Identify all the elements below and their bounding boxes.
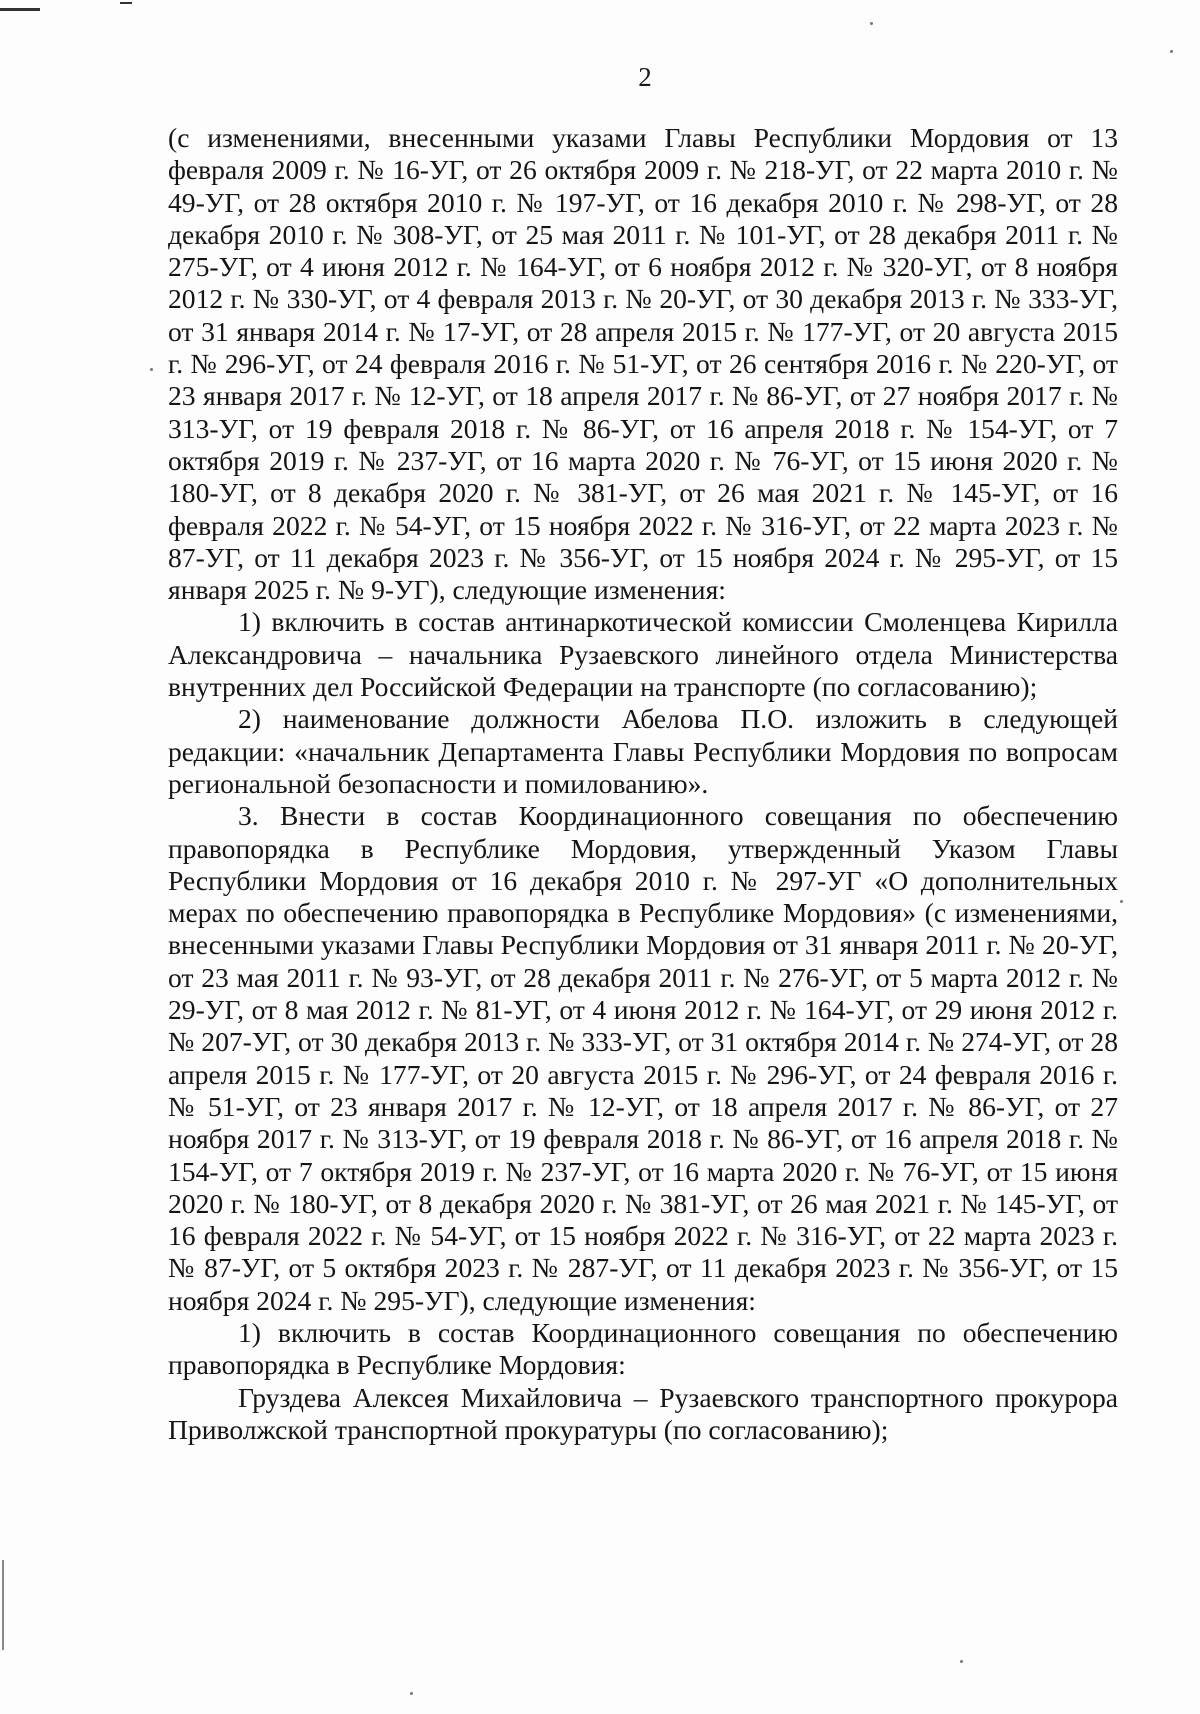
scan-speck [1120, 900, 1123, 903]
scan-artifact [0, 8, 40, 11]
scan-artifact [120, 2, 132, 4]
paragraph-member-gruzdev: Груздева Алексея Михайловича – Рузаевского транспортного прокурора Приволжской транспортной прокуратуры (по согласованию); [168, 1381, 1118, 1445]
page-number: 2 [638, 62, 652, 92]
scan-speck [150, 368, 153, 371]
scan-speck [410, 1692, 413, 1695]
scan-speck [1170, 50, 1173, 53]
paragraph-item-1: 1) включить в состав антинаркотической комиссии Смоленцева Кирилла Александровича – начальника Рузаевского линейного отдела Министерства внутренних дел Российской Федерации на транспорте (по согласованию); [168, 606, 1118, 703]
scan-speck [870, 22, 873, 25]
scan-speck [960, 1660, 963, 1663]
paragraph-continuation: (с изменениями, внесенными указами Главы Республики Мордовия от 13 февраля 2009 г. № 16-УГ, от 26 октября 2009 г. № 218-УГ, от 22 марта 2010 г. № 49-УГ, от 28 октября 2010 г. № 197-УГ, от 16 декабря 2010 г. № 298-УГ, от 28 декабря 2010 г. № 308-УГ, от 25 мая 2011 г. № 101-УГ, от 28 декабря 2011 г. № 275-УГ, от 4 июня 2012 г. № 164-УГ, от 6 ноября 2012 г. № 320-УГ, от 8 ноября 2012 г. № 330-УГ, от 4 февраля 2013 г. № 20-УГ, от 30 декабря 2013 г. № 333-УГ, от 31 января 2014 г. № 17-УГ, от 28 апреля 2015 г. № 177-УГ, от 20 августа 2015 г. № 296-УГ, от 24 февраля 2016 г. № 51-УГ, от 26 сентября 2016 г. № 220-УГ, от 23 января 2017 г. № 12-УГ, от 18 апреля 2017 г. № 86-УГ, от 27 ноября 2017 г. № 313-УГ, от 19 февраля 2018 г. № 86-УГ, от 16 апреля 2018 г. № 154-УГ, от 7 октября 2019 г. № 237-УГ, от 16 марта 2020 г. № 76-УГ, от 15 июня 2020 г. № 180-УГ, от 8 декабря 2020 г. № 381-УГ, от 26 мая 2021 г. № 145-УГ, от 16 февраля 2022 г. № 54-УГ, от 15 ноября 2022 г. № 316-УГ, от 22 марта 2023 г. № 87-УГ, от 11 декабря 2023 г. № 356-УГ, от 15 ноября 2024 г. № 295-УГ, от 15 января 2025 г. № 9-УГ), следующие изменения: [168, 122, 1118, 606]
document-body [168, 122, 1118, 1446]
paragraph-section-3: 3. Внести в состав Координационного совещания по обеспечению правопорядка в Республике Мордовия, утвержденный Указом Главы Республики Мордовия от 16 декабря 2010 г. № 297-УГ «О дополнительных мерах по обеспечению правопорядка в Республике Мордовия» (с изменениями, внесенными указами Главы Республики Мордовия от 31 января 2011 г. № 20-УГ, от 23 мая 2011 г. № 93-УГ, от 28 декабря 2011 г. № 276-УГ, от 5 марта 2012 г. № 29-УГ, от 8 мая 2012 г. № 81-УГ, от 4 июня 2012 г. № 164-УГ, от 29 июня 2012 г. № 207-УГ, от 30 декабря 2013 г. № 333-УГ, от 31 октября 2014 г. № 274-УГ, от 28 апреля 2015 г. № 177-УГ, от 20 августа 2015 г. № 296-УГ, от 24 февраля 2016 г. № 51-УГ, от 23 января 2017 г. № 12-УГ, от 18 апреля 2017 г. № 86-УГ, от 27 ноября 2017 г. № 313-УГ, от 19 февраля 2018 г. № 86-УГ, от 16 апреля 2018 г. № 154-УГ, от 7 октября 2019 г. № 237-УГ, от 16 марта 2020 г. № 76-УГ, от 15 июня 2020 г. № 180-УГ, от 8 декабря 2020 г. № 381-УГ, от 26 мая 2021 г. № 145-УГ, от 16 февраля 2022 г. № 54-УГ, от 15 ноября 2022 г. № 316-УГ, от 22 марта 2023 г. № 87-УГ, от 5 октября 2023 г. № 287-УГ, от 11 декабря 2023 г. № 356-УГ, от 15 ноября 2024 г. № 295-УГ), следующие изменения: [168, 800, 1118, 1316]
paragraph-section-3-item-1: 1) включить в состав Координационного совещания по обеспечению правопорядка в Республике Мордовия: [168, 1316, 1118, 1381]
scan-artifact [2, 1560, 4, 1650]
paragraph-item-2: 2) наименование должности Абелова П.О. изложить в следующей редакции: «начальник Департамента Главы Республики Мордовия по вопросам региональной безопасности и помилованию». [168, 703, 1118, 799]
